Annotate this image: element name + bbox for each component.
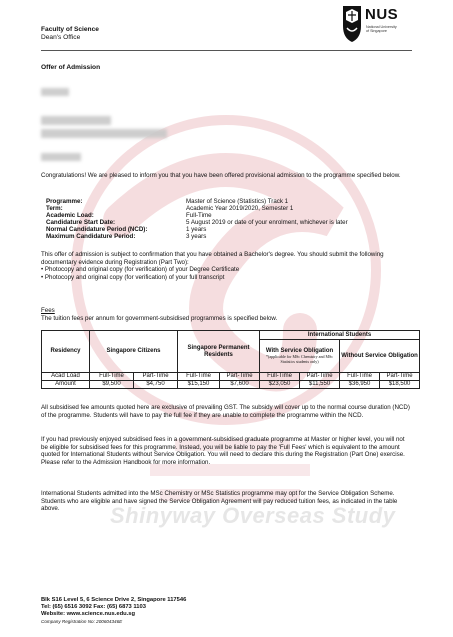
- value-start-date: 5 August 2019 or date of your enrolment, whichever is later: [186, 219, 348, 227]
- intro-paragraph: Congratulations! We are pleased to inform you that you have been offered provisional admission to the programme specified below.: [41, 172, 401, 179]
- footer-phone: Tel: (65) 6516 3092 Fax: (65) 6873 1103: [41, 604, 146, 611]
- header-rule: [41, 50, 412, 51]
- international-paragraph: International Students admitted into the MSc Chemistry or MSc Statistics programme may opt for the Service Obligation Scheme. Students who are eligible and have signed the Service Obligation Agreement will pay reduced tuition fees, as indicated in the table above.: [41, 490, 398, 513]
- label-term: Term:: [46, 205, 63, 213]
- row-label-amount: Amount: [42, 381, 90, 389]
- crest-icon: [341, 4, 363, 44]
- table-cell: Part-Time: [134, 373, 178, 381]
- value-term: Academic Year 2019/2020, Semester 1: [186, 205, 294, 213]
- table-cell: $4,750: [134, 381, 178, 389]
- label-max-period: Maximum Candidature Period:: [46, 233, 136, 241]
- redacted-name: [41, 88, 69, 96]
- previous-subsidy-paragraph: If you had previously enjoyed subsidised fees in a government-subsidised graduate programme at Master or higher level, you will not be eligible for subsidised fees for this programme. Instead, you will be liable to pay the 'Full Fees' which is equivalent to the amount quoted for International Students without Service Obligation. You will need to declare this during the Registration (Part One) exercise. Please refer to the Admission Handbook for more information.: [41, 436, 405, 466]
- footer-website: Website: www.science.nus.edu.sg: [41, 611, 136, 618]
- conditions-section: [41, 251, 413, 281]
- redacted-salutation: [41, 153, 81, 161]
- condition-bullet: • Photocopy and original copy (for verification) of your Degree Certificate: [41, 266, 240, 274]
- table-cell: Part-Time: [300, 373, 340, 381]
- col-singapore-citizens: Singapore Citizens: [90, 331, 178, 373]
- fees-intro: The tuition fees per annum for government-subsidised programmes is specified below.: [41, 315, 278, 322]
- table-row: [42, 373, 420, 381]
- table-cell: Full-Time: [340, 373, 380, 381]
- condition-bullet: • Photocopy and original copy (for verification) of your full transcript: [41, 273, 225, 281]
- fees-table: [41, 330, 420, 389]
- fees-heading: Fees: [41, 307, 55, 314]
- table-cell: $15,150: [178, 381, 220, 389]
- table-cell: $18,500: [380, 381, 420, 389]
- footer: [41, 597, 186, 625]
- footer-address: Blk S16 Level 5, 6 Science Drive 2, Singapore 117546: [41, 597, 187, 603]
- value-ncd: 1 years: [186, 226, 207, 234]
- col-singapore-pr: Singapore Permanent Residents: [178, 331, 260, 373]
- conditions-text: This offer of admission is subject to confirmation that you have obtained a Bachelor's degree. You should submit the following documentary evidence during Registration (Part Two):: [41, 251, 384, 266]
- redacted-address-2: [41, 129, 167, 138]
- logo-wordmark: NUS: [365, 6, 399, 23]
- table-cell: Part-Time: [220, 373, 260, 381]
- label-start-date: Candidature Start Date:: [46, 219, 116, 227]
- col-with-obligation: With Service Obligation *(applicable for MSc Chemistry and MSc Statistics students only): [260, 340, 340, 373]
- label-ncd: Normal Candidature Period (NCD):: [46, 226, 148, 234]
- table-cell: $7,600: [220, 381, 260, 389]
- letter-title: Offer of Admission: [41, 64, 101, 71]
- footer-registration: Company Registration No: 200604346E: [41, 619, 123, 625]
- table-cell: Full-Time: [260, 373, 300, 381]
- redacted-address-1: [41, 116, 111, 125]
- table-cell: $23,050: [260, 381, 300, 389]
- table-cell: $9,500: [90, 381, 134, 389]
- header-department: [41, 26, 99, 42]
- value-max-period: 3 years: [186, 233, 207, 241]
- value-load: Full-Time: [186, 212, 212, 220]
- col-residency: Residency: [42, 331, 90, 373]
- table-cell: Part-Time: [380, 373, 420, 381]
- label-load: Academic Load:: [46, 212, 94, 220]
- col-without-obligation: Without Service Obligation: [340, 340, 420, 373]
- office-name: Dean's Office: [41, 34, 81, 41]
- col-international: International Students: [260, 331, 420, 340]
- obligation-note: *(applicable for MSc Chemistry and MSc Statistics students only): [266, 353, 334, 364]
- gst-paragraph: All subsidised fee amounts quoted here are exclusive of prevailing GST. The subsidy will cover up to the normal course duration (NCD) of the programme. Students will have to pay the full fee if they are unable to complete the programme within the NCD.: [41, 404, 410, 419]
- faculty-name: Faculty of Science: [41, 26, 99, 33]
- table-row: [42, 381, 420, 389]
- row-label-load: Acad Load: [42, 373, 90, 381]
- value-programme: Master of Science (Statistics) Track 1: [186, 198, 289, 205]
- table-cell: $36,950: [340, 381, 380, 389]
- table-cell: Full-Time: [178, 373, 220, 381]
- watermark-text: Shinyway Overseas Study: [110, 503, 396, 528]
- table-cell: $11,550: [300, 381, 340, 389]
- label-programme: Programme:: [46, 198, 83, 205]
- nus-logo: [341, 4, 421, 48]
- logo-subtitle: National University of Singapore: [366, 25, 397, 34]
- table-cell: Full-Time: [90, 373, 134, 381]
